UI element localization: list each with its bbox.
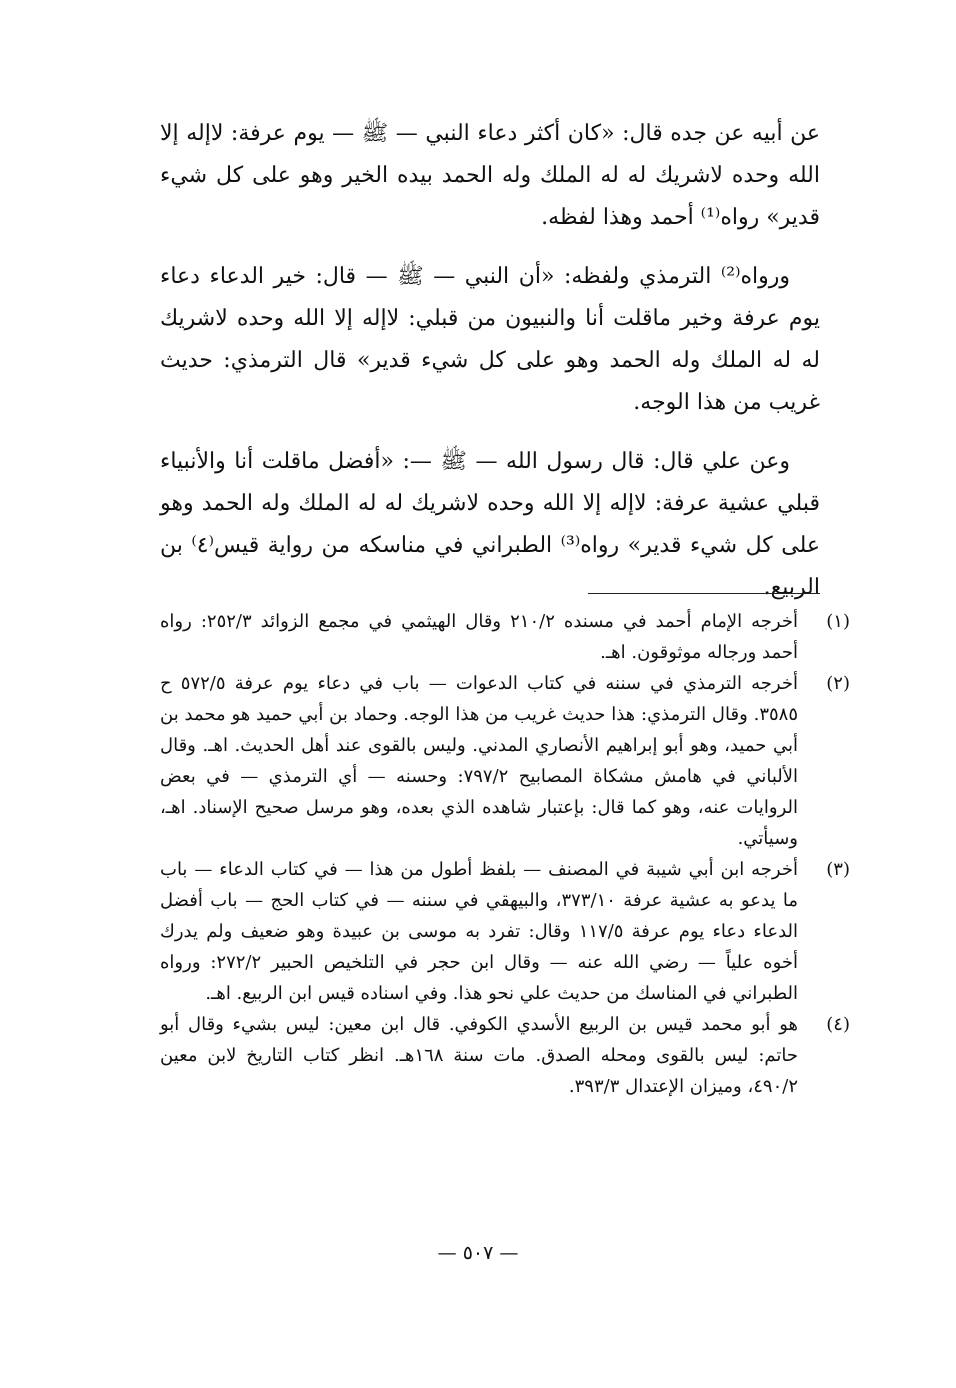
paragraph: عن أبيه عن جده قال: «كان أكثر دعاء النبي — ﷺ — يوم عرفة: لاإله إلا الله وحده لاشريك له له الملك وله الحمد بيده الخير وهو على كل شيء قدير» رواه⁽¹⁾ أحمد وهذا لفظه. [160,121,820,230]
footnote [160,854,850,1009]
page-number: — ٥٠٧ — [437,1242,519,1264]
footnote-number: (١) [826,611,850,632]
footnote-text: أخرجه الإمام أحمد في مسنده ٢١٠/٢ وقال الهيثمي في مجمع الزوائد ٢٥٢/٣: رواه أحمد ورجاله موثوقون. اهـ. [160,611,798,663]
footnote-text: أخرجه ابن أبي شيبة في المصنف — بلفظ أطول من هذا — في كتاب الدعاء — باب ما يدعو به عشية عرفة ٣٧٣/١٠، والبيهقي في سننه — في كتاب الحج — باب أفضل الدعاء دعاء يوم عرفة ١١٧/٥ وقال: تفرد به موسى بن عبيدة وهو ضعيف ولم يدرك أخوه علياً — رضي الله عنه — وقال ابن حجر في التلخيص الحبير ٢٧٢/٢: ورواه الطبراني في المناسك من حديث علي نحو هذا. وفي اسناده قيس ابن الربيع. اهـ. [160,859,799,1004]
footnote-number: (٤) [826,1014,850,1035]
footnote [160,606,850,668]
footnote-number: (٣) [826,859,850,880]
footnotes [160,606,850,1102]
paragraph: وعن علي قال: قال رسول الله — ﷺ —: «أفضل ماقلت أنا والأنبياء قبلي عشية عرفة: لاإله إلا الله وحده لاشريك له له الملك وله الحمد وهو على كل شيء قدير» رواه⁽³⁾ الطبراني في مناسكه من رواية قيس⁽٤⁾ بن الربيع. [160,449,820,600]
footnote-number: (٢) [826,673,850,694]
footnote-text: هو أبو محمد قيس بن الربيع الأسدي الكوفي. قال ابن معين: ليس بشيء وقال أبو حاتم: ليس بالقوى ومحله الصدق. مات سنة ١٦٨هـ. انظر كتاب التاريخ لابن معين ٤٩٠/٢، وميزان الإعتدال ٣٩٣/٣. [160,1014,798,1097]
paragraph: ورواه⁽²⁾ الترمذي ولفظه: «أن النبي — ﷺ — قال: خير الدعاء دعاء يوم عرفة وخير ماقلت أنا والنبيون من قبلي: لاإله إلا الله وحده لاشريك له له الملك وله الحمد وهو على كل شيء قدير» قال الترمذي: حديث غريب من هذا الوجه. [160,264,820,415]
footnote-text: أخرجه الترمذي في سننه في كتاب الدعوات — باب في دعاء يوم عرفة ٥٧٢/٥ ح ٣٥٨٥. وقال الترمذي: هذا حديث غريب من هذا الوجه. وحماد بن أبي حميد هو محمد بن أبي حميد، وهو أبو إبراهيم الأنصاري المدني. وليس بالقوى عند أهل الحديث. اهـ. وقال الألباني في هامش مشكاة المصابيح ٧٩٧/٢: وحسنه — أي الترمذي — في بعض الروايات عنه، وهو كما قال: بإعتبار شاهده الذي بعده، وهو مرسل صحيح الإسناد. اهـ، وسيأتي. [160,673,799,849]
main-text [160,113,820,626]
footnote-divider [588,593,820,594]
footnote [160,1009,850,1102]
footnote [160,668,850,854]
